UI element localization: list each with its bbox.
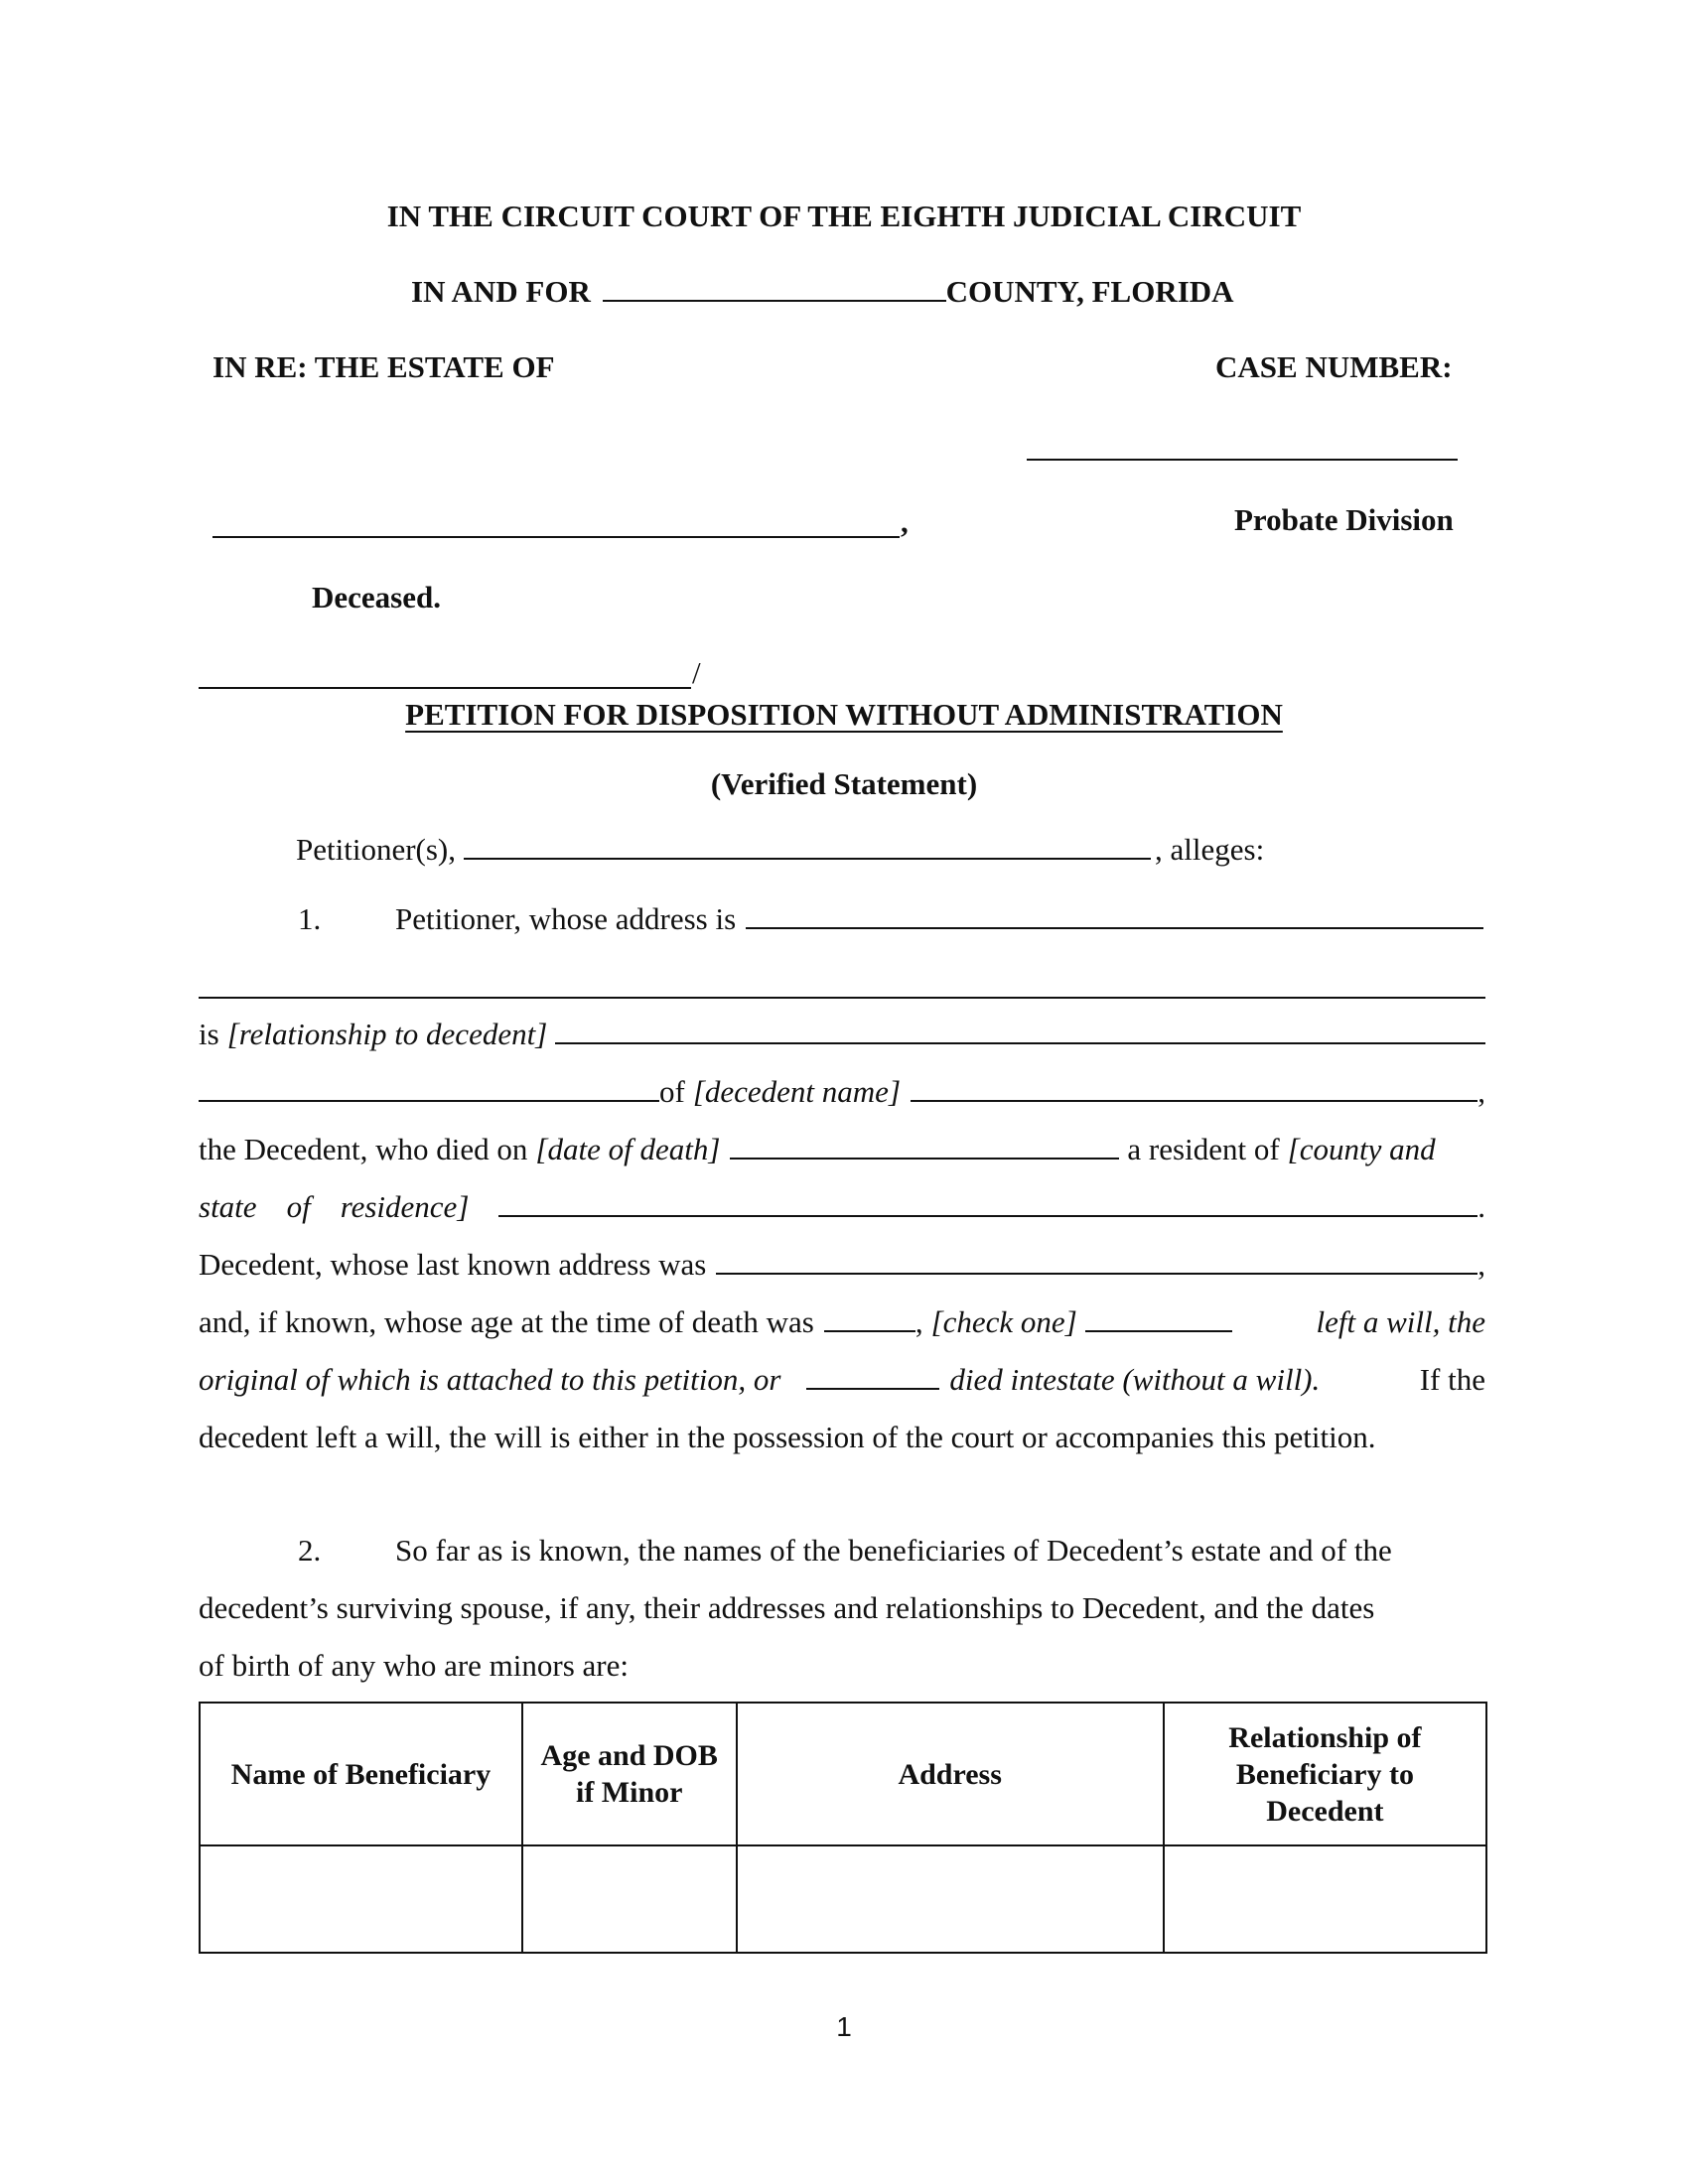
relationship-blank-2[interactable] <box>199 1074 659 1102</box>
para2-line1 <box>199 1533 1485 1569</box>
comma-after-name: , <box>1477 1074 1485 1109</box>
caption-end-line <box>199 687 691 689</box>
para1-final-sentence: decedent left a will, the will is either in the possession of the court or accompanies this petition. <box>199 1420 1376 1454</box>
date-of-death-blank[interactable] <box>730 1132 1119 1160</box>
county-suffix: COUNTY, FLORIDA <box>945 274 1234 309</box>
cell-relationship[interactable] <box>1164 1845 1486 1953</box>
petitioner-prefix: Petitioner(s), <box>296 832 456 867</box>
county-blank[interactable] <box>603 274 946 302</box>
col-age-dob <box>522 1703 737 1845</box>
cell-address[interactable] <box>737 1845 1164 1953</box>
estate-label: IN RE: THE ESTATE OF <box>212 349 555 384</box>
petitioner-suffix: , alleges: <box>1155 832 1265 867</box>
died-intestate-text: died intestate (without a will). <box>949 1362 1321 1397</box>
para1-line9 <box>199 1362 1485 1398</box>
para2-number: 2. <box>298 1533 322 1568</box>
county-state-hint-2b: of <box>286 1189 311 1224</box>
para1-line1 <box>199 901 1485 937</box>
age-text: and, if known, whose age at the time of death was <box>199 1304 814 1339</box>
col-name-label: Name of Beneficiary <box>230 1757 492 1791</box>
case-number-blank[interactable] <box>1027 459 1458 461</box>
comma-after-age: , <box>914 1304 923 1339</box>
if-the-text: If the <box>1419 1362 1485 1397</box>
col-address <box>737 1703 1164 1845</box>
petitioner-name-blank[interactable] <box>464 832 1151 860</box>
col-name-of-beneficiary <box>200 1703 522 1845</box>
died-on-text: the Decedent, who died on <box>199 1132 528 1166</box>
decedent-name-field[interactable] <box>911 1074 1477 1102</box>
para1-number: 1. <box>298 901 322 936</box>
resident-text: a resident of <box>1127 1132 1280 1166</box>
court-heading: IN THE CIRCUIT COURT OF THE EIGHTH JUDICIAL CIRCUIT <box>386 199 1302 233</box>
caption-slash: / <box>692 655 701 690</box>
table-row <box>200 1845 1486 1953</box>
left-will-checkbox-blank[interactable] <box>1085 1304 1232 1332</box>
col-address-label: Address <box>898 1757 1002 1791</box>
relationship-hint: [relationship to decedent] <box>226 1017 548 1051</box>
col-relationship-label-1: Relationship of <box>1228 1720 1422 1754</box>
petitioner-address-blank-2[interactable] <box>199 997 1485 999</box>
beneficiary-table-header <box>200 1703 1486 1845</box>
county-line <box>411 274 1234 310</box>
col-age-label-2: if Minor <box>575 1776 683 1809</box>
col-relationship-label-2: Beneficiary to <box>1235 1757 1414 1791</box>
date-of-death-hint: [date of death] <box>535 1132 721 1166</box>
petition-title <box>0 697 1688 733</box>
col-relationship-label-3: Decedent <box>1266 1794 1384 1828</box>
para1-line8 <box>199 1304 1485 1340</box>
relationship-blank[interactable] <box>555 1017 1485 1044</box>
petition-subtitle: (Verified Statement) <box>710 766 978 801</box>
county-state-hint-1: [county and <box>1287 1132 1436 1166</box>
para2-line3: of birth of any who are minors are: <box>199 1648 630 1683</box>
petitioner-line <box>296 832 1289 868</box>
check-one-hint: [check one] <box>930 1304 1077 1339</box>
para1-line6 <box>199 1189 1485 1225</box>
original-text: original of which is attached to this petition, or <box>199 1362 781 1397</box>
county-state-blank[interactable] <box>498 1189 1477 1217</box>
para1-line3 <box>199 1017 1485 1052</box>
col-age-label-1: Age and DOB <box>540 1739 718 1772</box>
last-address-text: Decedent, whose last known address was <box>199 1247 707 1282</box>
age-blank[interactable] <box>824 1304 915 1332</box>
probate-division: Probate Division <box>1234 502 1454 537</box>
petition-title-text: PETITION FOR DISPOSITION WITHOUT ADMINISTRATION <box>405 697 1283 732</box>
para2-text-1: So far as is known, the names of the beneficiaries of Decedent’s estate and of the <box>395 1533 1392 1568</box>
decedent-name-hint: [decedent name] <box>692 1074 902 1109</box>
decedent-name-blank[interactable] <box>212 536 900 538</box>
para1-line4 <box>199 1074 1485 1110</box>
case-number-label: CASE NUMBER: <box>1215 349 1453 384</box>
col-relationship <box>1164 1703 1486 1845</box>
is-word: is <box>199 1017 219 1051</box>
cell-age-dob[interactable] <box>522 1845 737 1953</box>
para1-line7 <box>199 1247 1485 1283</box>
name-comma: , <box>901 504 909 539</box>
county-state-hint-2c: residence] <box>340 1189 470 1224</box>
left-will-text: left a will, the <box>1316 1304 1485 1339</box>
last-address-blank[interactable] <box>716 1247 1477 1275</box>
cell-beneficiary-name[interactable] <box>200 1845 522 1953</box>
period-after-residence: . <box>1477 1189 1485 1224</box>
petitioner-address-blank[interactable] <box>746 901 1483 929</box>
para2-line2: decedent’s surviving spouse, if any, their addresses and relationships to Decedent, and the dates <box>199 1590 1375 1625</box>
comma-after-address: , <box>1477 1247 1485 1282</box>
address-prefix: Petitioner, whose address is <box>395 901 737 936</box>
of-word: of <box>659 1074 685 1109</box>
county-prefix: IN AND FOR <box>411 274 591 309</box>
page-number: 1 <box>836 2011 852 2042</box>
para1-line5 <box>199 1132 1485 1167</box>
beneficiary-table <box>199 1702 1487 1954</box>
deceased-label: Deceased. <box>312 580 441 614</box>
intestate-checkbox-blank[interactable] <box>806 1362 939 1390</box>
county-state-hint-2a: state <box>199 1189 257 1224</box>
